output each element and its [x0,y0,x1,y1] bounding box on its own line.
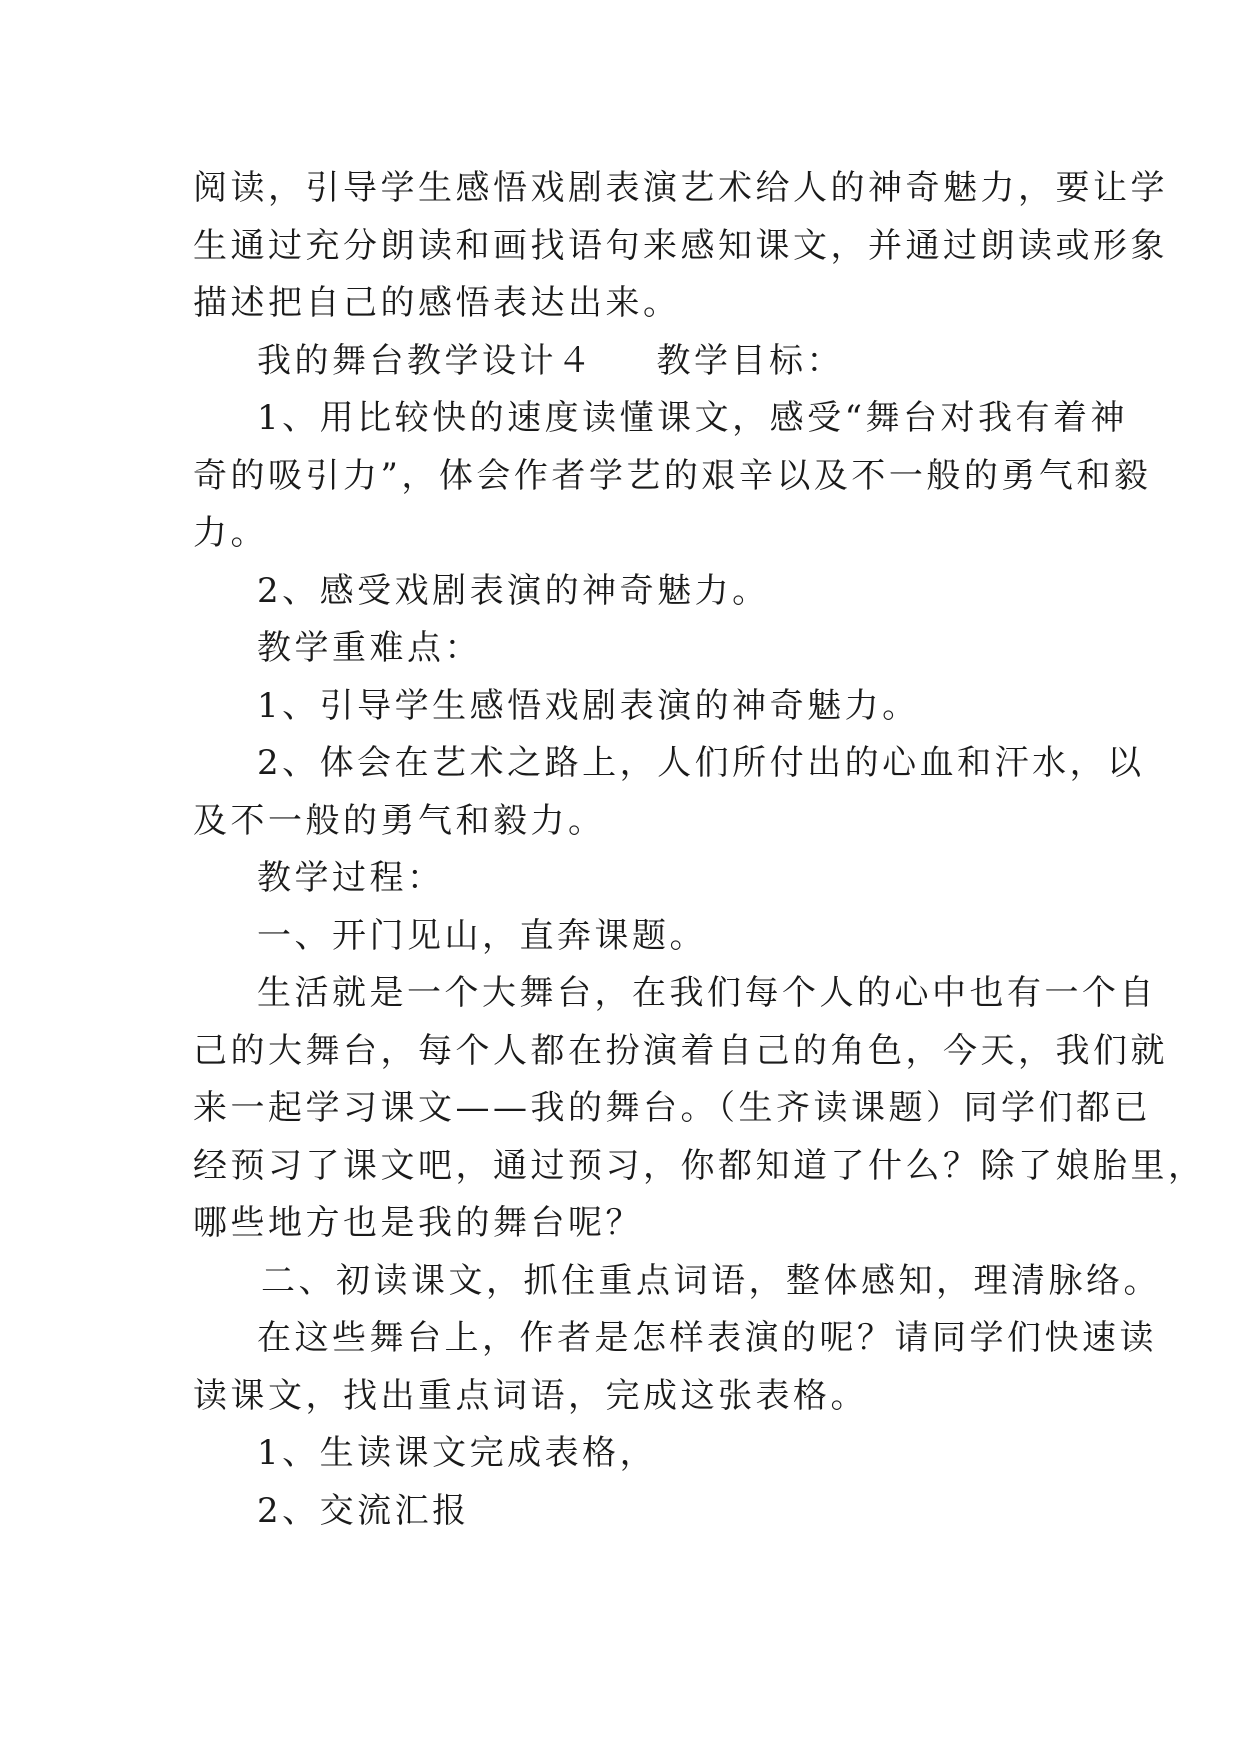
subheading-line: 教学重难点： [257,628,482,668]
paragraph-line: 1、引导学生感悟戏剧表演的神奇魅力。 [257,685,920,726]
paragraph-line: 2、交流汇报 [257,1490,470,1531]
subheading-line: 教学过程： [257,858,445,898]
paragraph-line: 一、开门见山，直奔课题。 [257,915,707,956]
paragraph-line: 来一起学习课文——我的舞台。（生齐读课题）同学们都已 [193,1088,1151,1128]
paragraph-line: 力。 [193,513,268,553]
document-body [193,160,1206,1540]
paragraph-line: 奇的吸引力”，体会作者学艺的艰辛以及不一般的勇气和毅 [193,455,1152,496]
paragraph-line: 在这些舞台上，作者是怎样表演的呢？请同学们快速读 [257,1318,1157,1358]
paragraph-line: 2、体会在艺术之路上，人们所付出的心血和汗水，以 [257,743,1145,783]
paragraph-line: 1、生读课文完成表格， [257,1433,658,1473]
section-heading-line [193,333,1053,391]
paragraph-line: 生活就是一个大舞台，在我们每个人的心中也有一个自 [257,973,1157,1013]
paragraph-line: 阅读，引导学生感悟戏剧表演艺术给人的神奇魅力，要让学 [193,168,1168,208]
section-title: 我的舞台教学设计４ [257,340,595,381]
paragraph-line: 经预习了课文吧，通过预习，你都知道了什么？除了娘胎里， [193,1145,1206,1186]
paragraph-line: 生通过充分朗读和画找语句来感知课文，并通过朗读或形象 [193,225,1168,266]
paragraph-line: 己的大舞台，每个人都在扮演着自己的角色，今天，我们就 [193,1030,1168,1071]
paragraph-line: 二、初读课文，抓住重点词语，整体感知，理清脉络。 [261,1260,1161,1301]
paragraph-line: 读课文，找出重点词语，完成这张表格。 [193,1375,868,1416]
paragraph-line: 描述把自己的感悟表达出来。 [193,283,681,323]
paragraph-line: 及不一般的勇气和毅力。 [193,800,606,841]
paragraph-line: 2、感受戏剧表演的神奇魅力。 [257,570,770,611]
paragraph-line: 1、用比较快的速度读懂课文，感受“舞台对我有着神 [257,398,1129,438]
paragraph-line: 哪些地方也是我的舞台呢？ [193,1203,643,1243]
teaching-goals-label: 教学目标： [656,340,844,381]
